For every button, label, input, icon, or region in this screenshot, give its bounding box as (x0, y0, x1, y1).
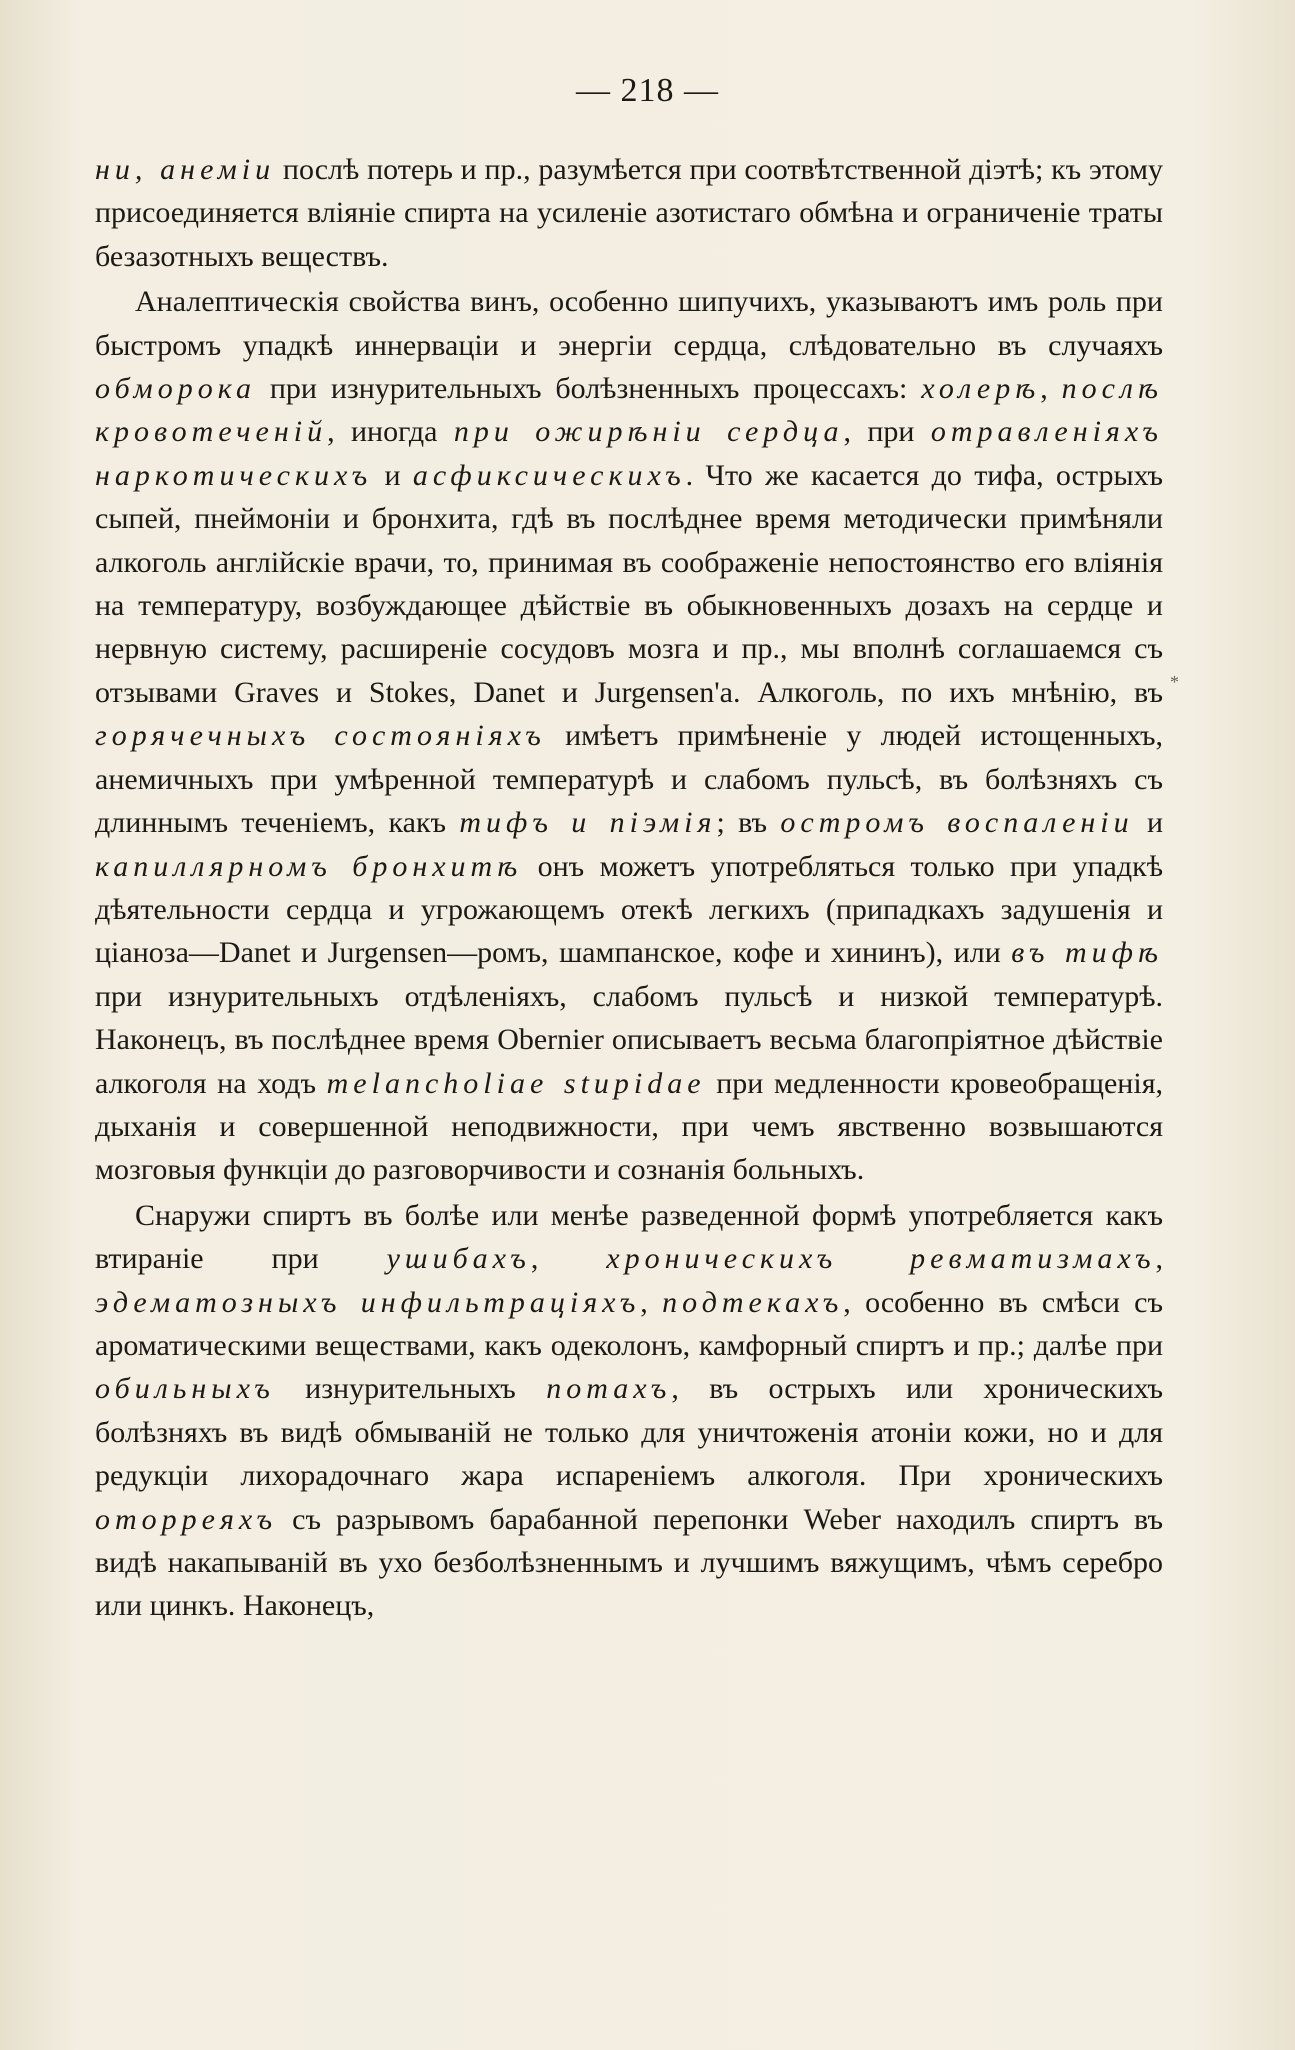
text-run: ; въ (716, 806, 781, 840)
text-run: , особенно въ смѣси съ ароматическими веществами, какъ одеколонъ, камфорный спиртъ и пр.; далѣе при (95, 1285, 1164, 1362)
text-run: , въ острыхъ или хроническихъ болѣзняхъ въ видѣ обмываній не только для уничтоженія атоніи кожи, но и для редукціи лихорадочнаго жара испареніемъ алкоголя. При хроническихъ (95, 1372, 1163, 1493)
page-number: — 218 — (576, 72, 719, 109)
emphasized-term: холерѣ (921, 372, 1041, 406)
emphasized-term: подтекахъ (662, 1285, 844, 1319)
emphasized-term: горячечныхъ состояніяхъ (95, 719, 546, 753)
text-run: . Что же касается до тифа, острыхъ сыпей, пнеймоніи и бронхита, гдѣ въ послѣднее время методически примѣняли алкоголь англійскіе врачи, то, принимая въ соображеніе непостоянство его вліянія на температуру, возбуждающее дѣйствіе въ обыкновенныхъ дозахъ на сердце и нервную систему, расширеніе сосудовъ мозга и пр., мы вполнѣ соглашаемся съ отзывами Graves и Stokes, Danet и Jurgensen'а. Алкоголь, по ихъ мнѣнію, въ (95, 458, 1163, 709)
text-run: онъ можетъ употребляться только при упадкѣ дѣятельности сердца и угрожающемъ отекѣ легкихъ (припадкахъ задушенія и ціаноза—Danet и Jurgensen—ромъ, шампанское, кофе и хининъ), или (95, 849, 1163, 970)
paragraph-p3 (95, 1194, 1163, 1628)
text-run: при изнурительныхъ отдѣленіяхъ, слабомъ пульсѣ и низкой температурѣ. Наконецъ, въ послѣднее время Obernier описываетъ весьма благопріятное дѣйствіе алкоголя на ходъ (95, 979, 1163, 1100)
text-run: изнурительныхъ (274, 1372, 547, 1406)
text-run: Аналептическія свойства винъ, особенно шипучихъ, указываютъ имъ роль при быстромъ упадкѣ иннерваціи и энергіи сердца, слѣдовательно въ случаяхъ (95, 285, 1163, 362)
emphasized-term: въ тифѣ (1011, 936, 1163, 970)
text-run: имѣетъ примѣненіе у людей истощенныхъ, анемичныхъ при умѣренной температурѣ и слабомъ пульсѣ, въ болѣзняхъ съ длиннымъ теченіемъ, какъ (95, 719, 1163, 840)
emphasized-term: ушибахъ (386, 1242, 531, 1276)
text-run: , иногда (327, 415, 454, 449)
text-run: , (1040, 372, 1062, 406)
emphasized-term: хроническихъ ревматизмахъ (606, 1242, 1156, 1276)
paragraph-p1 (95, 148, 1163, 278)
emphasized-term: отравленіяхъ наркотическихъ (95, 415, 1163, 492)
text-run: , (530, 1242, 607, 1276)
text-run: , (640, 1285, 663, 1319)
text-run: послѣ потерь и пр., разумѣется при соотвѣтственной діэтѣ; къ этому присоединяется вліяніе спирта на усиленіе азотистаго обмѣна и ограниченіе траты безазотныхъ веществъ. (95, 153, 1163, 273)
text-run: при изнурительныхъ болѣзненныхъ процессахъ: (255, 372, 922, 406)
text-run: при медленности кровеобращенія, дыханія и совершенной неподвижности, при чемъ явственно возвышаются мозговыя функціи до разговорчивости и сознанія больныхъ. (95, 1066, 1163, 1187)
text-run: , при (843, 415, 931, 449)
emphasized-term: melancholiae stupidae (326, 1066, 706, 1100)
emphasized-term: асфиксическихъ (412, 458, 686, 492)
emphasized-term: эдематозныхъ инфильтраціяхъ (95, 1285, 641, 1319)
emphasized-term: обморока (95, 372, 256, 406)
margin-mark: * (1170, 672, 1179, 692)
text-run: , (1155, 1242, 1164, 1276)
emphasized-term: тифъ и піэмія (459, 806, 717, 840)
body-text (95, 148, 1163, 1628)
emphasized-term: капиллярномъ бронхитѣ (95, 849, 523, 883)
text-run: Снаружи спиртъ въ болѣе или менѣе разведенной формѣ употребляется какъ втираніе при (95, 1198, 1163, 1276)
emphasized-term: обильныхъ (95, 1372, 275, 1406)
emphasized-term: оторреяхъ (95, 1502, 278, 1536)
emphasized-term: при ожирѣніи сердца (453, 415, 844, 449)
text-run: и (1133, 806, 1164, 840)
emphasized-term: остромъ воспаленіи (780, 806, 1134, 840)
text-run: и (372, 458, 413, 492)
emphasized-term: потахъ (546, 1372, 672, 1406)
emphasized-term: ни, анеміи (95, 153, 276, 186)
text-run: съ разрывомъ барабанной перепонки Weber находилъ спиртъ въ видѣ накапываній въ ухо безболѣзненнымъ и лучшимъ вяжущимъ, чѣмъ серебро или цинкъ. Наконецъ, (95, 1502, 1163, 1623)
paragraph-p2 (95, 280, 1163, 1192)
emphasized-term: послѣ кровотеченій (95, 372, 1163, 449)
